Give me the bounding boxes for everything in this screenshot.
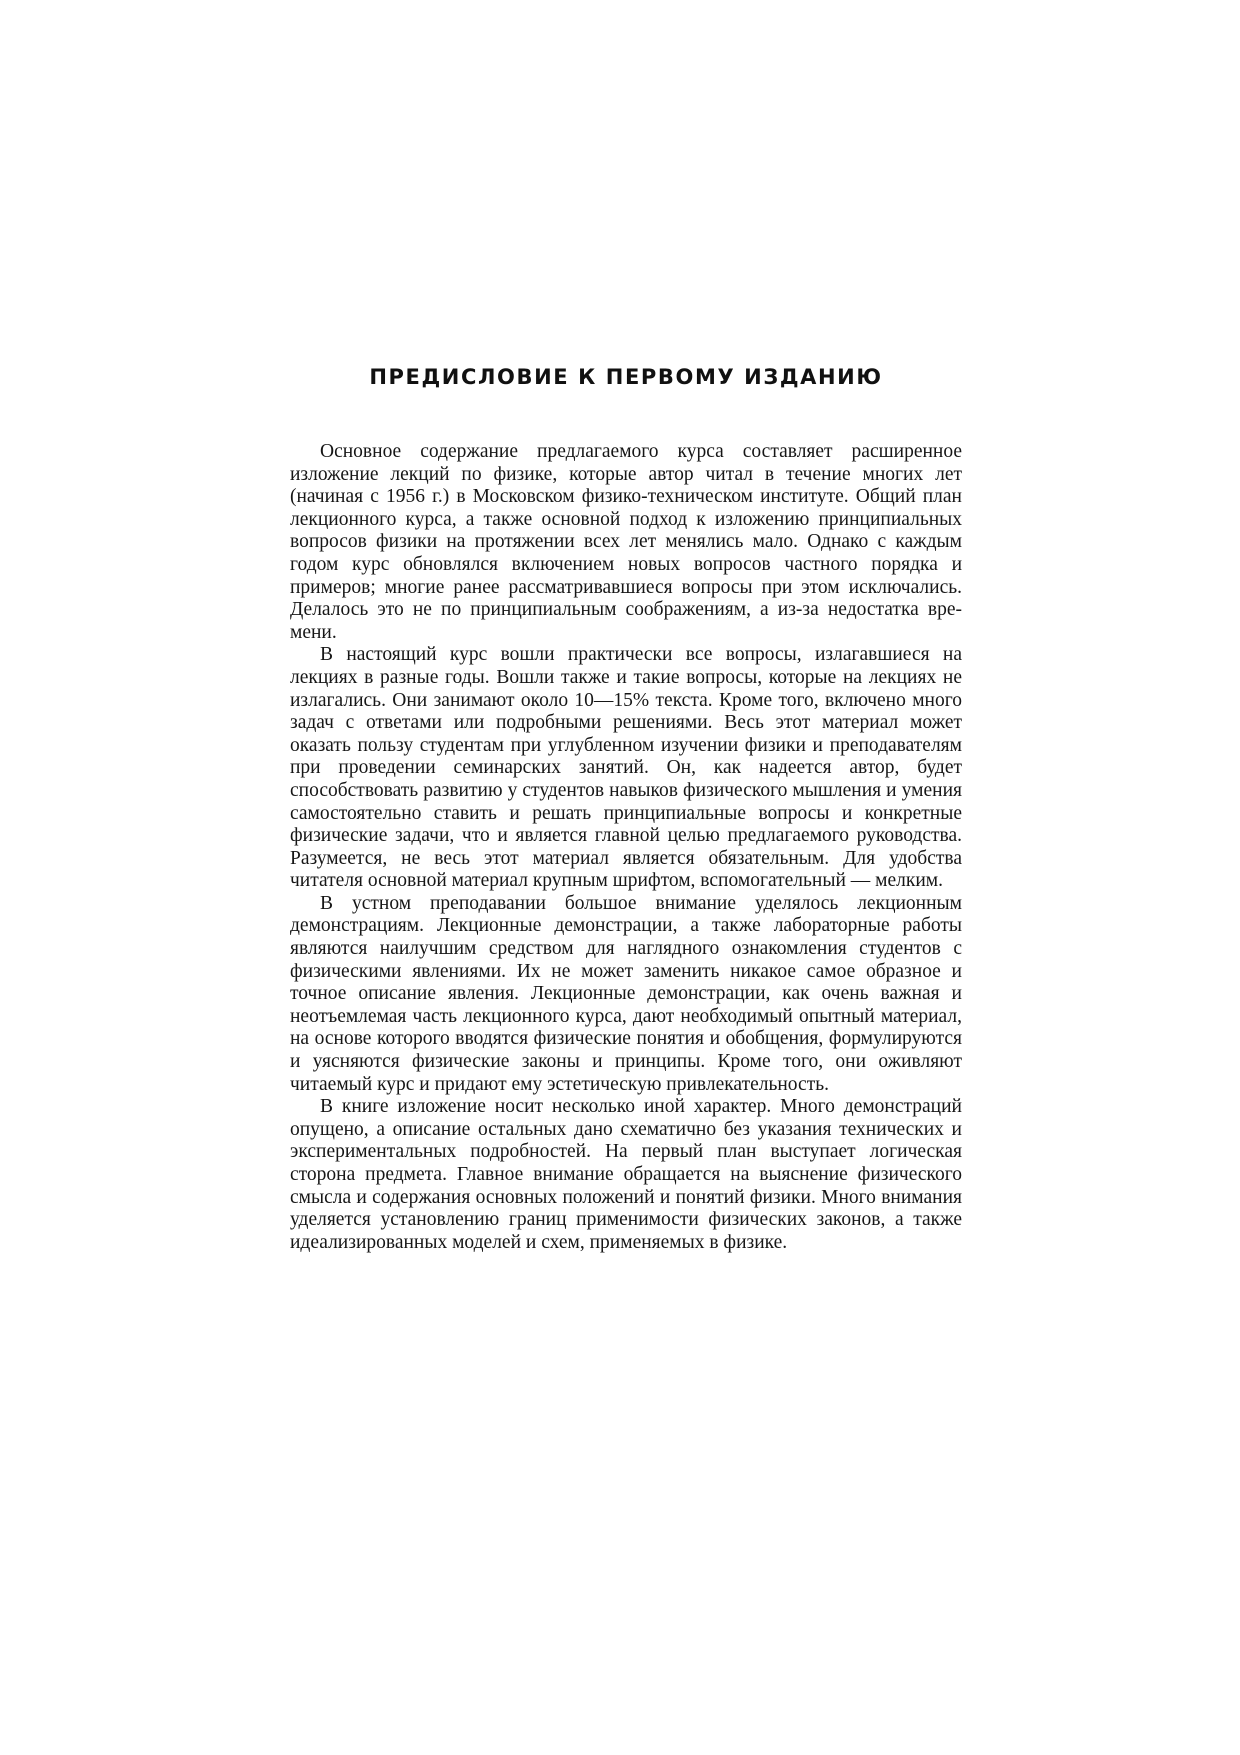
preface-body	[290, 441, 962, 1254]
paragraph-2: В настоящий курс вошли практически все вопросы, излагавшиеся на лекциях в разные годы. Вошли также и такие вопросы, которые на лекциях не излагались. Они занимают около 10—15% текста. Кроме того, включено много задач с ответами или подробными решениями. Весь этот материал может оказать пользу студентам при углубленном изучении физики и преподавателям при проведении семинарских занятий. Он, как надеется автор, будет способствовать развитию у студентов навыков физического мышления и умения самостоятельно ставить и решать принципиальные вопросы и конкретные физические задачи, что и является главной целью предлагаемого руководства. Разумеется, не весь этот материал является обязательным. Для удобства читателя основной материал крупным шрифтом, вспомогательный — мелким.	[290, 644, 962, 892]
paragraph-1: Основное содержание предлагаемого курса составляет расширенное изложение лекций по физике, которые автор читал в течение многих лет (начиная с 1956 г.) в Московском физико-техническом институте. Общий план лекционного курса, а также основной подход к изложению принципиальных вопросов физики на протяжении всех лет менялись мало. Однако с каждым годом курс обновлялся включением новых вопросов частного порядка и примеров; многие ранее рассматривавшиеся вопросы при этом исключались. Делалось это не по принципиальным соображениям, а из-за недостатка времени.	[290, 441, 962, 643]
paragraph-4: В книге изложение носит несколько иной характер. Много демонстраций опущено, а описание остальных дано схематично без указания технических и экспериментальных подробностей. На первый план выступает логическая сторона предмета. Главное внимание обращается на выяснение физического смысла и содержания основных положений и понятий физики. Много внимания уделяется установлению границ применимости физических законов, а также идеализированных моделей и схем, применяемых в физике.	[290, 1096, 962, 1253]
paragraph-3: В устном преподавании большое внимание уделялось лекционным демонстрациям. Лекционные демонстрации, а также лабораторные работы являются наилучшим средством для наглядного ознакомления студентов с физическими явлениями. Их не может заменить никакое самое образное и точное описание явления. Лекционные демонстрации, как очень важная и неотъемлемая часть лекционного курса, дают необходимый опытный материал, на основе которого вводятся физические понятия и обобщения, формулируются и уясняются физические законы и принципы. Кроме того, они оживляют читаемый курс и придают ему эстетическую привлекательность.	[290, 892, 962, 1095]
page-title: ПРЕДИСЛОВИЕ К ПЕРВОМУ ИЗДАНИЮ	[369, 365, 883, 389]
